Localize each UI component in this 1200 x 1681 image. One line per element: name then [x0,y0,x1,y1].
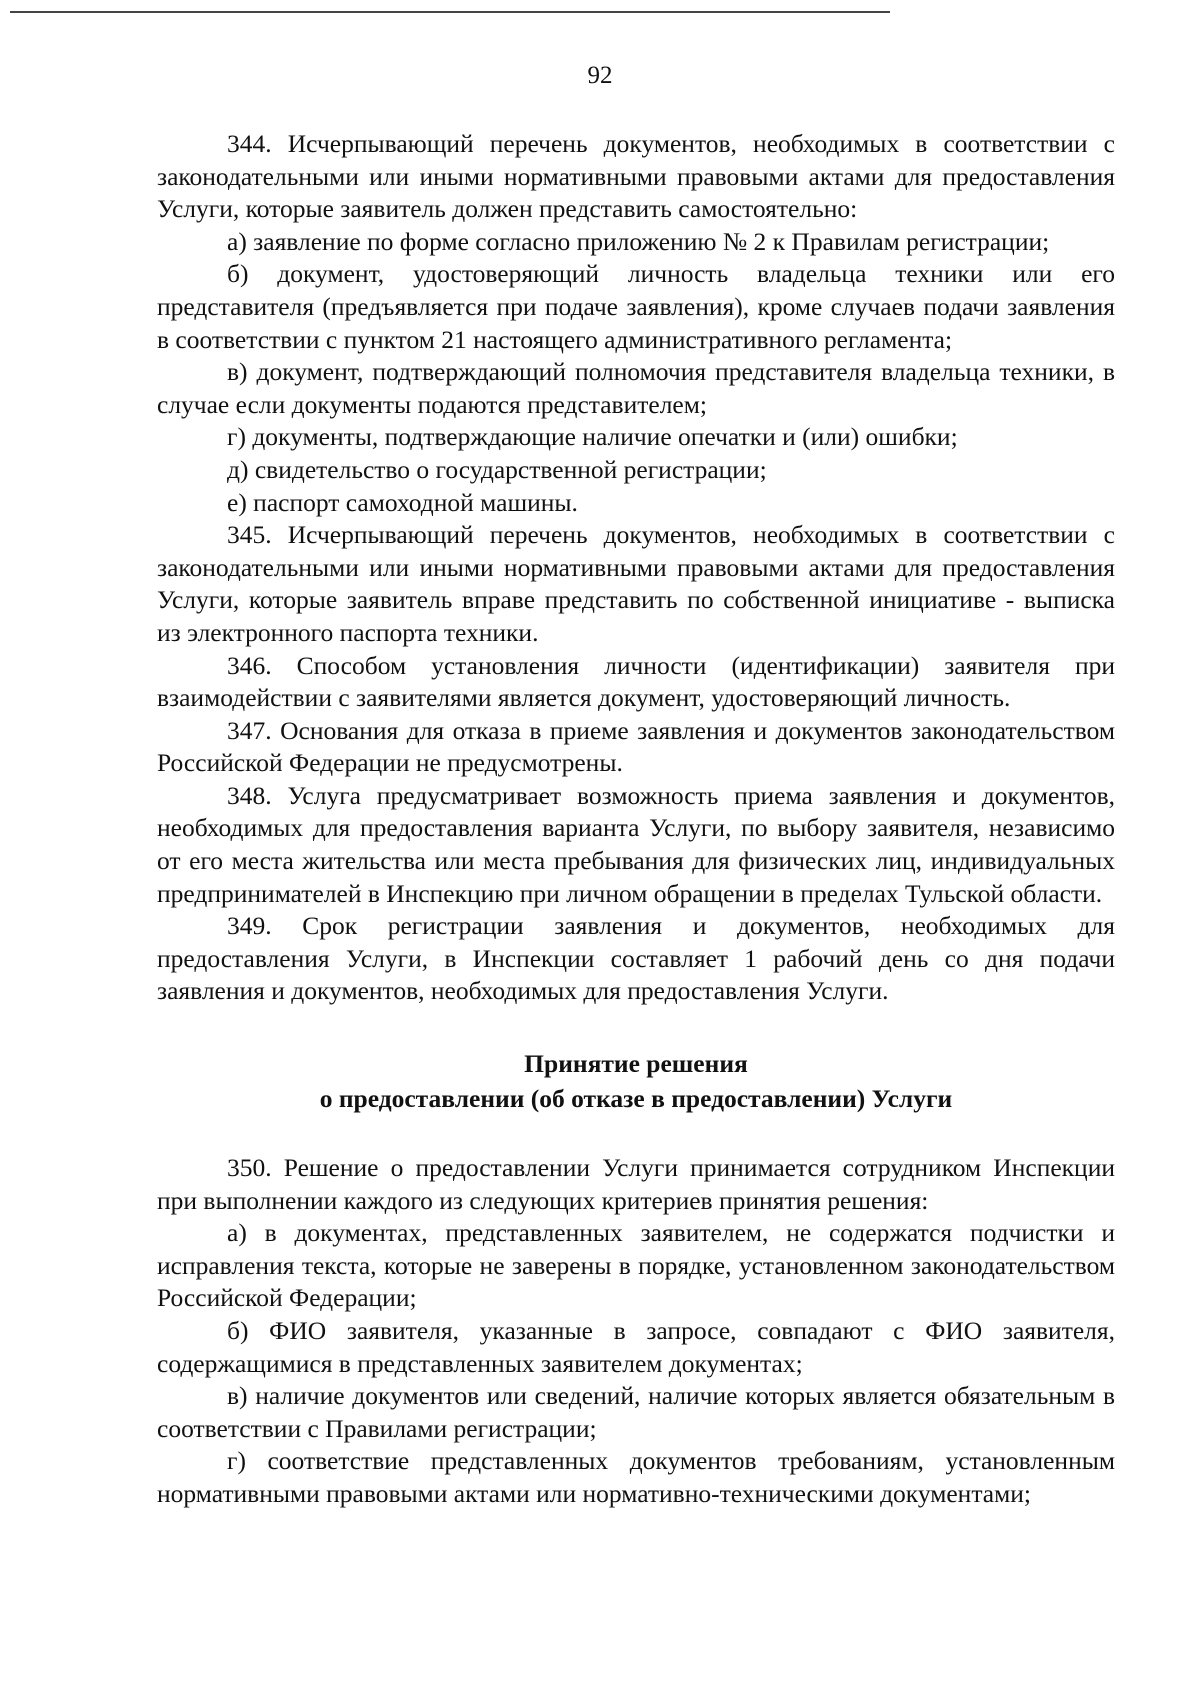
criterion-v: в) наличие документов или сведений, наличие которых является обязательным в соответствии с Правилами регистрации; [157,1381,1115,1443]
criterion-g: г) соответствие представленных документов требованиям, установленным нормативными правовыми актами или нормативно-техническими документами; [157,1446,1115,1508]
section-heading-line-2: о предоставлении (об отказе в предоставлении) Услуги [319,1084,953,1114]
criterion-a: а) в документах, представленных заявителем, не содержатся подчистки и исправления текста, которые не заверены в порядке, установленном законодательством Российской Федерации; [157,1218,1115,1313]
paragraph-349: 349. Срок регистрации заявления и документов, необходимых для предоставления Услуги, в Инспекции составляет 1 рабочий день со дня подачи заявления и документов, необходимых для предоставления Услуги. [157,911,1115,1006]
list-item-e: е) паспорт самоходной машины. [227,487,578,517]
section-heading-line-1: Принятие решения [524,1049,748,1079]
paragraph-344: 344. Исчерпывающий перечень документов, необходимых в соответствии с законодательными или иными нормативными правовыми актами для предоставления Услуги, которые заявитель должен представить самостоятельно: [157,129,1115,224]
list-item-b: б) документ, удостоверяющий личность владельца техники или его представителя (предъявляется при подаче заявления), кроме случаев подачи заявления в соответствии с пунктом 21 настоящего административного регламента; [157,259,1115,354]
paragraph-348: 348. Услуга предусматривает возможность приема заявления и документов, необходимых для предоставления варианта Услуги, по выбору заявителя, независимо от его места жительства или места пребывания для физических лиц, индивидуальных предпринимателей в Инспекцию при личном обращении в пределах Тульской области. [157,780,1115,908]
paragraph-350: 350. Решение о предоставлении Услуги принимается сотрудником Инспекции при выполнении каждого из следующих критериев принятия решения: [157,1153,1115,1215]
paragraph-346: 346. Способом установления личности (идентификации) заявителя при взаимодействии с заявителями является документ, удостоверяющий личность. [157,650,1115,713]
list-item-v: в) документ, подтверждающий полномочия представителя владельца техники, в случае если документы подаются представителем; [157,357,1115,419]
paragraph-347: 347. Основания для отказа в приеме заявления и документов законодательством Российской Федерации не предусмотрены. [157,715,1115,778]
header-rule [10,11,890,13]
document-body [157,128,1115,1511]
list-item-a: а) заявление по форме согласно приложению № 2 к Правилам регистрации; [227,226,1050,256]
list-item-g: г) документы, подтверждающие наличие опечатки и (или) ошибки; [227,422,958,452]
criterion-b: б) ФИО заявителя, указанные в запросе, совпадают с ФИО заявителя, содержащимися в представленных заявителем документах; [157,1316,1115,1378]
list-item-d: д) свидетельство о государственной регистрации; [227,454,767,484]
paragraph-345: 345. Исчерпывающий перечень документов, необходимых в соответствии с законодательными или иными нормативными правовыми актами для предоставления Услуги, которые заявитель вправе представить по собственной инициативе - выписка из электронного паспорта техники. [157,520,1115,647]
page-number: 92 [587,62,613,89]
section-heading [157,1046,1115,1116]
